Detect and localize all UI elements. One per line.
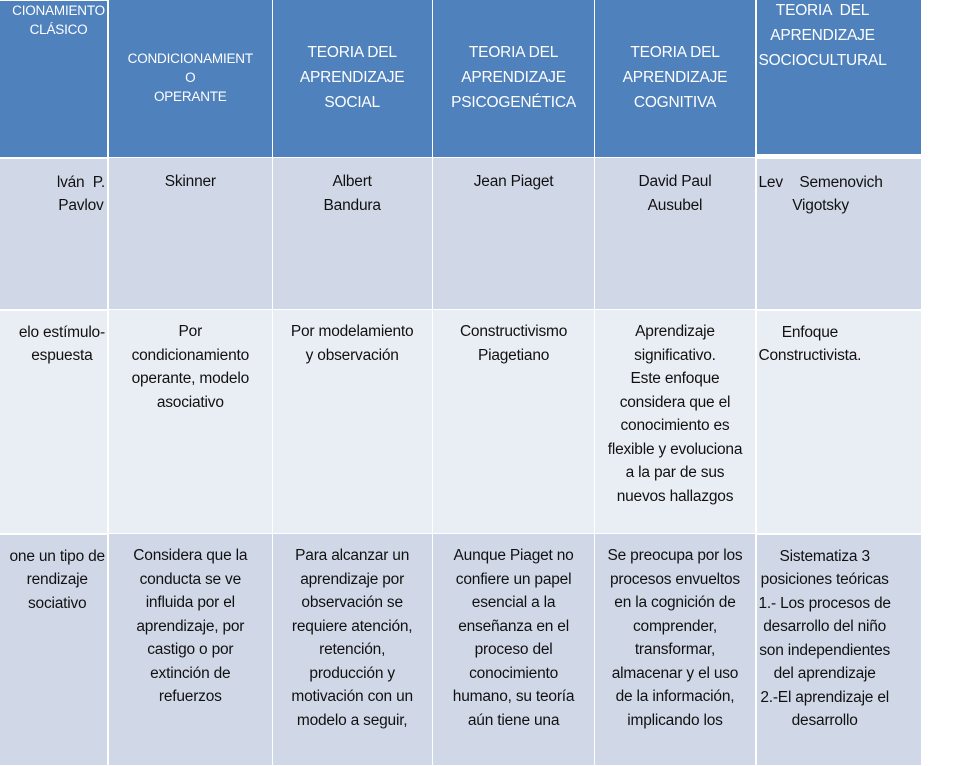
header-cell [0, 0, 108, 158]
table-cell [0, 310, 108, 534]
table-cell [756, 158, 923, 310]
cell-text: Skinner [164, 173, 216, 190]
cell-text: Por condicionamiento operante, modelo asociativo [131, 323, 250, 411]
table-cell [432, 310, 595, 534]
table-cell [432, 534, 595, 766]
header-psychogenetic-learning: TEORIA DEL APRENDIZAJE PSICOGENÉTICA [451, 43, 576, 111]
header-classical-conditioning: CIONAMIENTO CLÁSICO [12, 2, 105, 37]
cell-text: Sistematiza 3 posiciones teóricas 1.- Los procesos de desarrollo del niño son independientes del aprendizaje 2.-El aprendizaje el desarrollo [758, 547, 891, 729]
table-cell [272, 310, 432, 534]
table-cell [595, 158, 755, 310]
header-operant-conditioning: CONDICIONAMIENT O OPERANTE [127, 50, 253, 104]
header-row [0, 0, 922, 158]
table-cell [0, 534, 108, 766]
cell-text: Aprendizaje significativo. Este enfoque considera que el conocimiento es flexible y evoluciona a la par de sus nuevos hallazgos [607, 323, 743, 505]
cell-text: one un tipo de rendizaje sociativo [9, 547, 105, 612]
cell-text: Para alcanzar un aprendizaje por observación se requiere atención, retención, producción y motivación con un modelo a seguir, [291, 547, 413, 729]
header-social-learning: TEORIA DEL APRENDIZAJE SOCIAL [299, 43, 405, 111]
cell-text: Enfoque Constructivista. [758, 323, 862, 364]
table-cell [595, 310, 755, 534]
header-cell [108, 0, 272, 158]
header-cell [272, 0, 432, 158]
table-cell [0, 158, 108, 310]
cell-text: Constructivismo Piagetiano [459, 323, 568, 364]
table-cell [756, 534, 923, 766]
cell-text: elo estímulo- espuesta [18, 323, 105, 364]
header-cell [756, 0, 923, 155]
table-row-description [0, 534, 922, 766]
cell-text: Jean Piaget [473, 173, 554, 190]
table-cell [272, 158, 432, 310]
cell-text: Considera que la conducta se ve influida por el aprendizaje, por castigo o por extinción de refuerzos [133, 547, 248, 705]
table-row-authors [0, 158, 922, 310]
table-row-model [0, 310, 922, 534]
table-cell [108, 158, 272, 310]
header-sociocultural-learning: TEORIA DEL APRENDIZAJE SOCIOCULTURAL [758, 1, 887, 69]
table-cell [108, 310, 272, 534]
table-cell [595, 534, 755, 766]
table-cell [108, 534, 272, 766]
table-cell [272, 534, 432, 766]
cell-text: Albert Bandura [323, 173, 381, 214]
table-cell [756, 310, 923, 534]
header-cell [595, 0, 755, 158]
table-cell [432, 158, 595, 310]
header-cell [432, 0, 595, 158]
cell-text: Se preocupa por los procesos envueltos en la cognición de comprender, transformar, almacenar y el uso de la información, implicando los [607, 547, 743, 729]
cell-text: Por modelamiento y observación [290, 323, 414, 364]
cell-text: Aunque Piaget no confiere un papel esencial a la enseñanza en el proceso del conocimiento humano, su teoría aún tiene una [452, 547, 575, 729]
cell-text: Lev Semenovich Vigotsky [758, 173, 883, 214]
cell-text: lván P. Pavlov [56, 173, 105, 214]
header-cognitive-learning: TEORIA DEL APRENDIZAJE COGNITIVA [622, 43, 728, 111]
cell-text: David Paul Ausubel [638, 173, 712, 214]
